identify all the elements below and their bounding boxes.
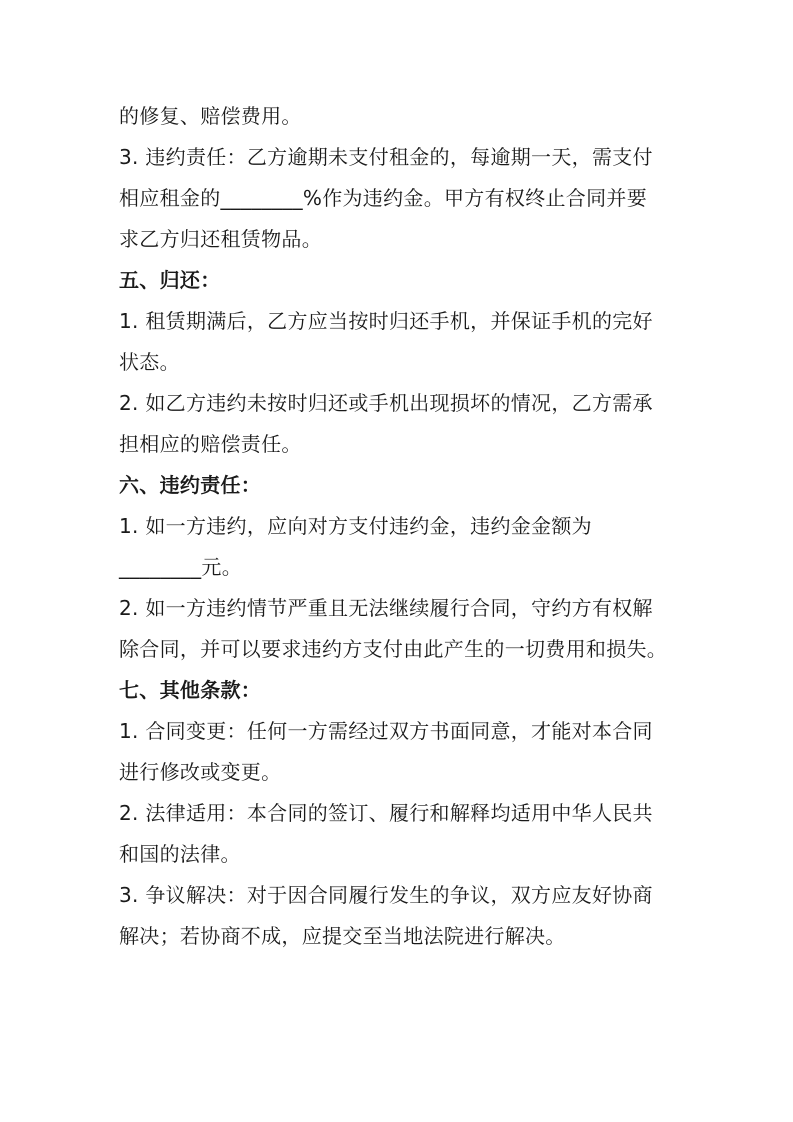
text-line-breach-2a: 2. 如一方违约情节严重且无法继续履行合同，守约方有权解 xyxy=(119,596,653,620)
text-line-breach-1a: 1. 如一方违约，应向对方支付违约金，违约金金额为 xyxy=(119,514,592,538)
section-heading-breach: 六、违约责任： xyxy=(119,473,262,497)
text-line-return-1a: 1. 租赁期满后，乙方应当按时归还手机，并保证手机的完好 xyxy=(119,309,653,333)
text-line-other-2a: 2. 法律适用：本合同的签订、履行和解释均适用中华人民共 xyxy=(119,801,653,825)
text-line-penalty-rate: 相应租金的________%作为违约金。甲方有权终止合同并要 xyxy=(119,186,648,210)
text-line-breach-2b: 除合同，并可以要求违约方支付由此产生的一切费用和损失。 xyxy=(119,637,668,661)
section-heading-return: 五、归还： xyxy=(119,268,221,292)
text-line-breach-liability: 3. 违约责任：乙方逾期未支付租金的，每逾期一天，需支付 xyxy=(119,145,653,169)
text-line-other-1b: 进行修改或变更。 xyxy=(119,760,282,784)
section-heading-other-terms: 七、其他条款： xyxy=(119,678,262,702)
text-line-other-1a: 1. 合同变更：任何一方需经过双方书面同意，才能对本合同 xyxy=(119,719,653,743)
text-line-other-2b: 和国的法律。 xyxy=(119,842,241,866)
text-line-return-2b: 担相应的赔偿责任。 xyxy=(119,432,302,456)
text-line-breach-1b: ________元。 xyxy=(119,555,242,579)
text-line-repair-costs: 的修复、赔偿费用。 xyxy=(119,104,302,128)
text-line-return-items: 求乙方归还租赁物品。 xyxy=(119,227,322,251)
text-line-return-1b: 状态。 xyxy=(119,350,180,374)
text-line-other-3b: 解决；若协商不成，应提交至当地法院进行解决。 xyxy=(119,924,566,948)
text-line-return-2a: 2. 如乙方违约未按时归还或手机出现损坏的情况，乙方需承 xyxy=(119,391,653,415)
document-page xyxy=(119,96,679,957)
text-line-other-3a: 3. 争议解决：对于因合同履行发生的争议，双方应友好协商 xyxy=(119,883,653,907)
